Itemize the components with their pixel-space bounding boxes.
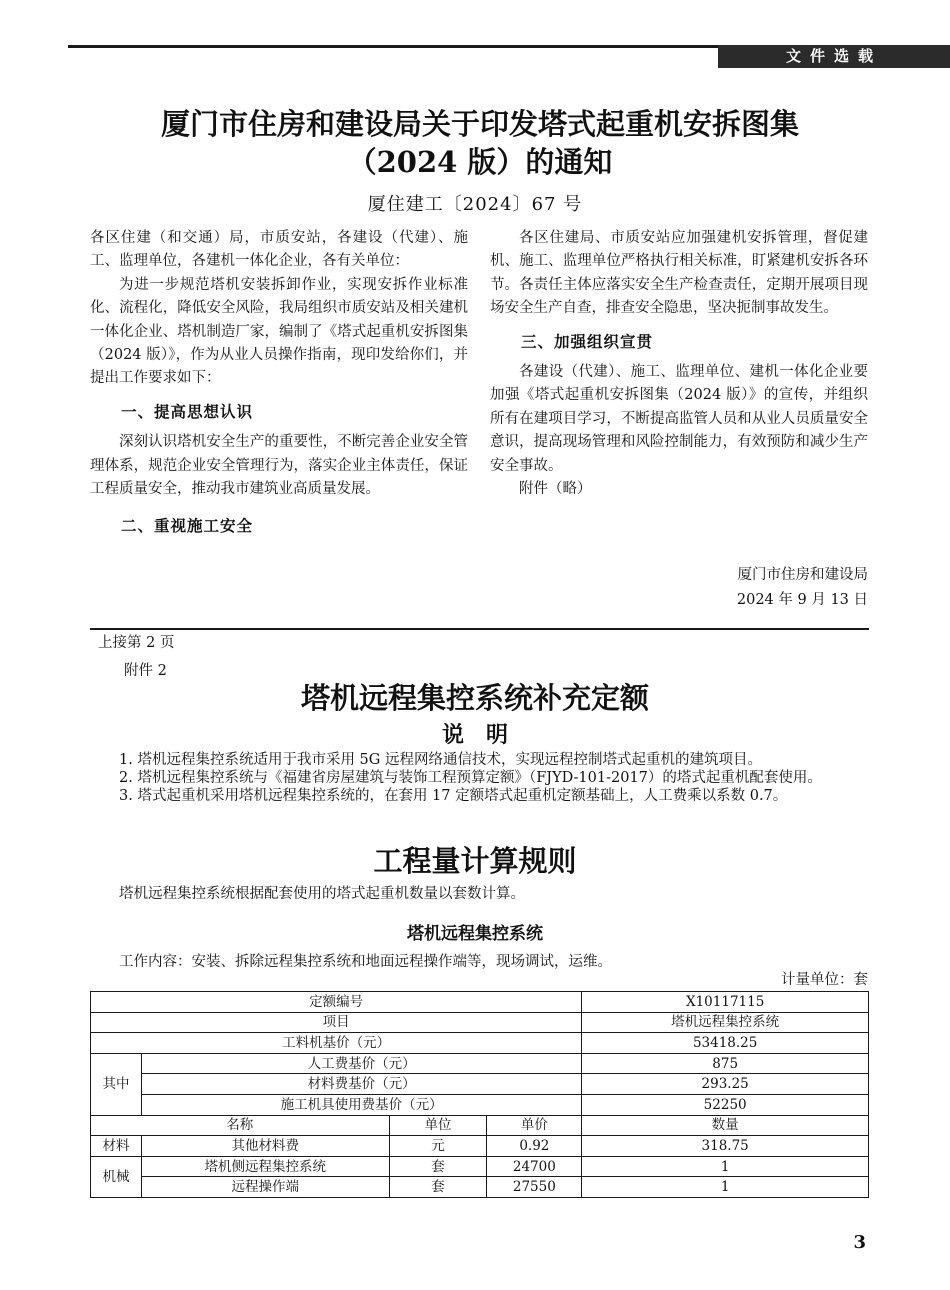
notice-title-line1: 厦门市住房和建设局关于印发塔式起重机安拆图集: [160, 107, 799, 141]
item-label: 项目: [91, 1012, 582, 1033]
header-quantity: 数量: [582, 1115, 869, 1136]
rules-text: 塔机远程集控系统根据配套使用的塔式起重机数量以套数计算。: [119, 886, 525, 902]
document-number: 厦住建工〔2024〕67 号: [367, 194, 583, 215]
paragraph-3: 各建设（代建）、施工、监理单位、建机一体化企业要加强《塔式起重机安拆图集（2024 版）》的宣传，并组织所有在建项目学习，不断提高监管人员和从业人员质量安全意识，提高现场管理和风险控制能力，有效预防和减少生产安全事故。: [490, 364, 868, 474]
notice-left-column: [90, 227, 468, 546]
section-tab: 文件选载: [718, 45, 950, 68]
row-price: 24700: [487, 1156, 582, 1177]
paragraph-2: 各区住建局、市质安站应加强建机安拆管理，督促建机、施工、监理单位严格执行相关标准，盯紧建机安拆各环节。各责任主体应落实安全生产检查责任，定期开展项目现场安全生产自查，排查安全隐患，坚决扼制事故发生。: [490, 230, 868, 317]
code-value: X10117115: [582, 992, 869, 1013]
addressee: 各区住建（和交通）局，市质安站，各建设（代建）、施工、监理单位，各建机一体化企业，各有关单位：: [90, 230, 468, 270]
explain-notes: [90, 751, 870, 805]
table-row: [91, 1094, 869, 1115]
of-which-label: 其中: [91, 1053, 142, 1115]
row-unit: 套: [389, 1177, 487, 1198]
page-number: 3: [853, 1232, 866, 1253]
table-row: [91, 1012, 869, 1033]
machine-value: 52250: [582, 1094, 869, 1115]
row-quantity: 1: [582, 1177, 869, 1198]
row-name: 远程操作端: [141, 1177, 389, 1198]
note-1: 1. 塔机远程集控系统适用于我市采用 5G 远程网络通信技术，实现远程控制塔式起重机的建筑项目。: [119, 752, 762, 768]
notice-title-line2: （2024 版）的通知: [347, 145, 613, 179]
attachment-note: 附件（略）: [519, 481, 592, 498]
note-2: 2. 塔机远程集控系统与《福建省房屋建筑与装饰工程预算定额》（FJYD-101-2017）的塔式起重机配套使用。: [119, 770, 822, 786]
quota-table: [90, 991, 869, 1198]
header-unit: 单位: [389, 1115, 487, 1136]
materials-group-label: 材料: [91, 1136, 142, 1157]
table-title: 塔机远程集控系统: [407, 924, 543, 944]
table-row: [91, 1156, 869, 1177]
continued-from: 上接第 2 页: [98, 635, 175, 651]
table-row: [91, 992, 869, 1013]
intro-paragraph: 为进一步规范塔机安装拆卸作业，实现安拆作业标准化、流程化，降低安全风险，我局组织市质安站及相关建机一体化企业、塔机制造厂家，编制了《塔式起重机安拆图集（2024 版）》，作为从业人员操作指南，现印发给你们，并提出工作要求如下：: [90, 276, 468, 387]
notice-right-column: [490, 227, 868, 501]
row-price: 0.92: [487, 1136, 582, 1157]
machines-group-label: 机械: [91, 1156, 142, 1197]
heading-1: 一、提高思想认识: [121, 402, 254, 421]
material-label: 材料费基价（元）: [141, 1074, 581, 1095]
row-quantity: 318.75: [582, 1136, 869, 1157]
table-row: [91, 1033, 869, 1054]
base-price-value: 53418.25: [582, 1033, 869, 1054]
row-name: 塔机侧远程集控系统: [141, 1156, 389, 1177]
material-value: 293.25: [582, 1074, 869, 1095]
quota-title: 塔机远程集控系统补充定额: [300, 681, 649, 715]
item-value: 塔机远程集控系统: [582, 1012, 869, 1033]
row-unit: 套: [389, 1156, 487, 1177]
issuer: 厦门市住房和建设局: [737, 567, 868, 583]
labor-value: 875: [582, 1053, 869, 1074]
work-content: 工作内容：安装、拆除远程集控系统和地面远程操作端等，现场调试，运维。: [119, 954, 612, 970]
issue-date: 2024 年 9 月 13 日: [736, 592, 868, 608]
header-name: 名称: [91, 1115, 390, 1136]
labor-label: 人工费基价（元）: [141, 1053, 581, 1074]
note-3: 3. 塔式起重机采用塔机远程集控系统的，在套用 17 定额塔式起重机定额基础上，人工费乘以系数 0.7。: [119, 788, 788, 804]
base-price-label: 工料机基价（元）: [91, 1033, 582, 1054]
table-row: [91, 1053, 869, 1074]
paragraph-1: 深刻认识塔机安全生产的重要性，不断完善企业安全管理体系，规范企业安全管理行为，落实企业主体责任，保证工程质量安全，推动我市建筑业高质量发展。: [90, 434, 468, 498]
table-row: [91, 1177, 869, 1198]
rules-title: 工程量计算规则: [373, 844, 577, 878]
heading-2: 二、重视施工安全: [121, 517, 254, 536]
machine-label: 施工机具使用费基价（元）: [141, 1094, 581, 1115]
table-header-row: [91, 1115, 869, 1136]
header-price: 单价: [487, 1115, 582, 1136]
row-quantity: 1: [582, 1156, 869, 1177]
attachment-label: 附件 2: [124, 663, 167, 679]
table-row: [91, 1074, 869, 1095]
explain-title: 说 明: [441, 722, 508, 748]
row-price: 27550: [487, 1177, 582, 1198]
code-label: 定额编号: [91, 992, 582, 1013]
table-row: [91, 1136, 869, 1157]
row-unit: 元: [389, 1136, 487, 1157]
row-name: 其他材料费: [141, 1136, 389, 1157]
section-divider: [90, 628, 869, 630]
measure-unit: 计量单位：套: [781, 972, 868, 988]
heading-3: 三、加强组织宣贯: [521, 332, 654, 351]
